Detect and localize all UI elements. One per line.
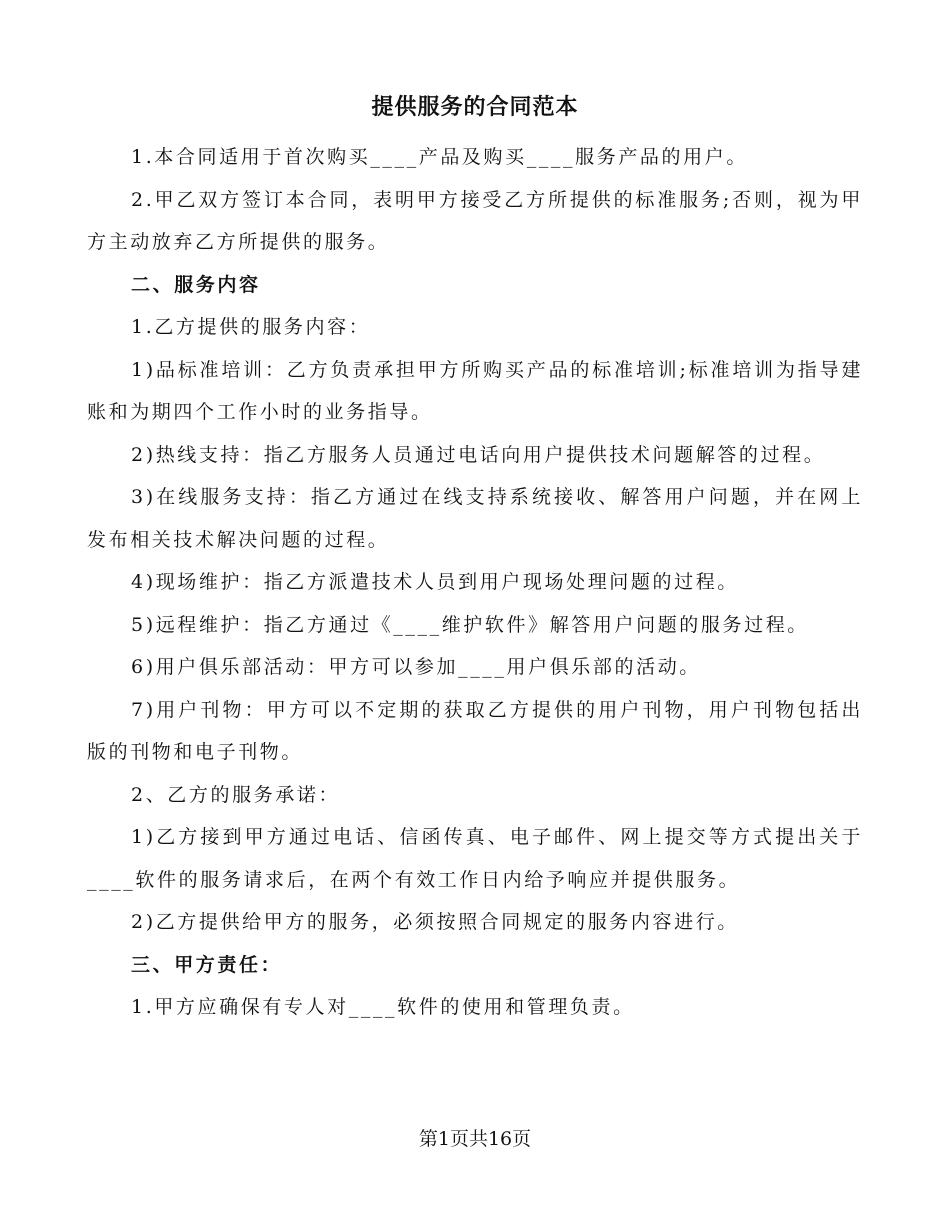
section-heading: 三、甲方责任： (131, 953, 283, 976)
section-heading: 二、服务内容 (131, 273, 261, 296)
paragraph: 1)乙方接到甲方通过电话、信函传真、电子邮件、网上提交等方式提出关于____软件的服务请求后，在两个有效工作日内给予响应并提供服务。 (87, 826, 863, 891)
paragraph: 2)热线支持：指乙方服务人员通过电话向用户提供技术问题解答的过程。 (131, 443, 826, 466)
paragraph: 6)用户俱乐部活动：甲方可以参加____用户俱乐部的活动。 (131, 656, 701, 678)
paragraph: 2、乙方的服务承诺： (131, 783, 341, 806)
paragraph: 7)用户刊物：甲方可以不定期的获取乙方提供的用户刊物，用户刊物包括出版的刊物和电子刊物。 (87, 698, 863, 763)
paragraph: 2)乙方提供给甲方的服务，必须按照合同规定的服务内容进行。 (131, 911, 739, 933)
paragraph: 1.本合同适用于首次购买____产品及购买____服务产品的用户。 (131, 146, 748, 168)
paragraph: 1.乙方提供的服务内容： (131, 316, 371, 338)
paragraph: 1)品标准培训：乙方负责承担甲方所购买产品的标准培训;标准培训为指导建账和为期四个工作小时的业务指导。 (87, 358, 863, 423)
paragraph: 4)现场维护：指乙方派遣技术人员到用户现场处理问题的过程。 (131, 571, 739, 593)
paragraph: 2.甲乙双方签订本合同，表明甲方接受乙方所提供的标准服务;否则，视为甲方主动放弃乙方所提供的服务。 (87, 188, 863, 253)
paragraph: 3)在线服务支持：指乙方通过在线支持系统接收、解答用户问题，并在网上发布相关技术解决问题的过程。 (87, 486, 863, 551)
page-number-footer: 第1页共16页 (418, 1128, 532, 1150)
paragraph: 1.甲方应确保有专人对____软件的使用和管理负责。 (131, 996, 635, 1018)
document-title: 提供服务的合同范本 (371, 95, 579, 120)
document-body (87, 136, 863, 1029)
paragraph: 5)远程维护：指乙方通过《____维护软件》解答用户问题的服务过程。 (131, 613, 809, 636)
